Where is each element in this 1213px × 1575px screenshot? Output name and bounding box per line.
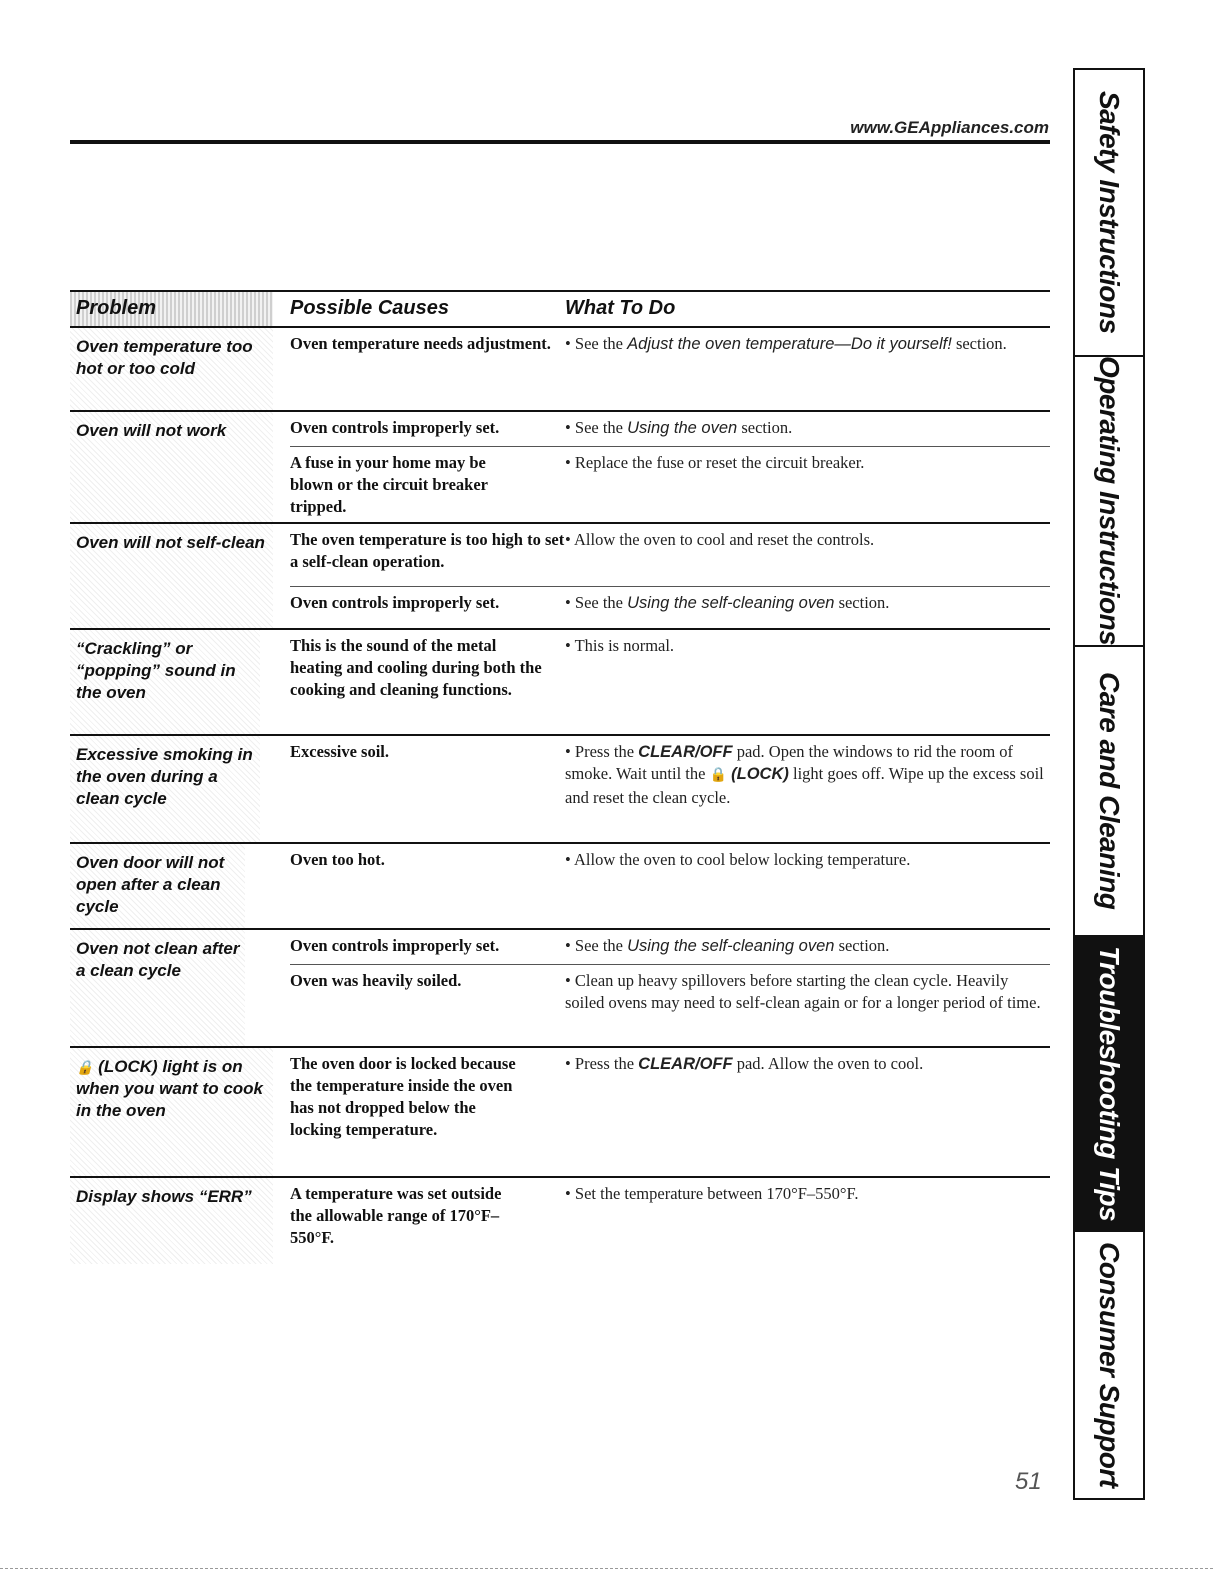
todo-text: • Replace the fuse or reset the circuit breaker. [565, 453, 865, 472]
cause-block [290, 1178, 1050, 1264]
lock-icon: 🔒 [709, 768, 727, 783]
cause-text: Oven was heavily soiled. [290, 971, 462, 990]
cause-block [290, 412, 1050, 446]
problem-cell: Display shows “ERR” [70, 1178, 273, 1264]
cause-text: This is the sound of the metal heating and cooling during both the cooking and cleaning functions. [290, 636, 542, 699]
table-row [70, 930, 1050, 1048]
problem-cell: Oven door will not open after a clean cycle [70, 844, 245, 928]
cause-block [290, 630, 1050, 734]
table-row [70, 736, 1050, 844]
table-row [70, 412, 1050, 524]
todo-text: • Allow the oven to cool below locking temperature. [565, 850, 911, 869]
table-row [70, 328, 1050, 412]
cause-block [290, 736, 1050, 842]
tab-operating-instructions[interactable]: Operating Instructions [1075, 355, 1143, 645]
cause-text: Oven temperature needs adjustment. [290, 334, 551, 353]
table-row [70, 524, 1050, 630]
problem-cell: Oven temperature too hot or too cold [70, 328, 273, 410]
table-row [70, 1178, 1050, 1264]
todo-text: • Press the CLEAR/OFF pad. Allow the oven to cool. [565, 1054, 924, 1073]
page-number: 51 [1015, 1468, 1042, 1495]
todo-text: • See the Using the self-cleaning oven section. [565, 593, 890, 612]
todo-text: • See the Using the oven section. [565, 418, 793, 437]
cause-block [290, 524, 1050, 586]
todo-text: • Set the temperature between 170°F–550°F. [565, 1184, 859, 1203]
table-header [70, 290, 1050, 328]
cause-text: A fuse in your home may be blown or the circuit breaker tripped. [290, 453, 488, 516]
problem-cell: Excessive smoking in the oven during a clean cycle [70, 736, 260, 842]
lock-icon: 🔒 [76, 1059, 94, 1075]
todo-text: • Allow the oven to cool and reset the controls. [565, 530, 875, 549]
table-row [70, 844, 1050, 930]
todo-text: • See the Using the self-cleaning oven section. [565, 936, 890, 955]
tab-safety-instructions[interactable]: Safety Instructions [1094, 91, 1125, 334]
cause-block [290, 586, 1050, 629]
cause-text: Oven controls improperly set. [290, 593, 500, 612]
cause-text: Oven controls improperly set. [290, 936, 500, 955]
todo-text: • Clean up heavy spillovers before starting the clean cycle. Heavily soiled ovens may need to self-clean again or for a longer period of time. [565, 971, 1041, 1012]
cause-text: The oven door is locked because the temperature inside the oven has not dropped below the locking temperature. [290, 1054, 516, 1139]
cause-text: A temperature was set outside the allowable range of 170°F–550°F. [290, 1184, 502, 1247]
tab-care-and-cleaning[interactable]: Care and Cleaning [1075, 645, 1143, 935]
cause-text: Oven too hot. [290, 850, 385, 869]
problem-cell: Oven not clean after a clean cycle [70, 930, 245, 1046]
todo-text: • This is normal. [565, 636, 675, 655]
cause-block [290, 930, 1050, 964]
tab-consumer-support[interactable]: Consumer Support [1075, 1230, 1143, 1498]
cause-text: Excessive soil. [290, 742, 389, 761]
header-what-to-do: What To Do [565, 297, 676, 319]
todo-text: • Press the CLEAR/OFF pad. Open the windows to rid the room of smoke. Wait until the 🔒 (LOCK) light goes off. Wipe up the excess soil and reset the clean cycle. [565, 742, 1044, 807]
cause-text: The oven temperature is too high to set a self-clean operation. [290, 530, 565, 571]
cause-block [290, 446, 1050, 523]
bottom-rule [0, 1568, 1213, 1569]
header-problem: Problem [70, 292, 273, 326]
cause-text: Oven controls improperly set. [290, 418, 500, 437]
site-url: www.GEAppliances.com [850, 118, 1049, 137]
cause-block [290, 964, 1050, 1047]
table-row [70, 630, 1050, 736]
tab-troubleshooting-tips[interactable]: Troubleshooting Tips [1075, 935, 1143, 1230]
cause-block [290, 328, 1050, 410]
problem-cell: Oven will not self-clean [70, 524, 273, 628]
problem-cell: 🔒 (LOCK) light is on when you want to cook in the oven [70, 1048, 273, 1176]
problem-cell: “Crackling” or “popping” sound in the oven [70, 630, 260, 734]
cause-block [290, 844, 1050, 928]
todo-text: • See the Adjust the oven temperature—Do it yourself! section. [565, 334, 1007, 353]
table-row [70, 1048, 1050, 1178]
header-rule [70, 140, 1050, 144]
problem-cell: Oven will not work [70, 412, 273, 522]
section-tabs [1073, 68, 1145, 1500]
cause-block [290, 1048, 1050, 1176]
header-possible-causes: Possible Causes [290, 297, 449, 319]
